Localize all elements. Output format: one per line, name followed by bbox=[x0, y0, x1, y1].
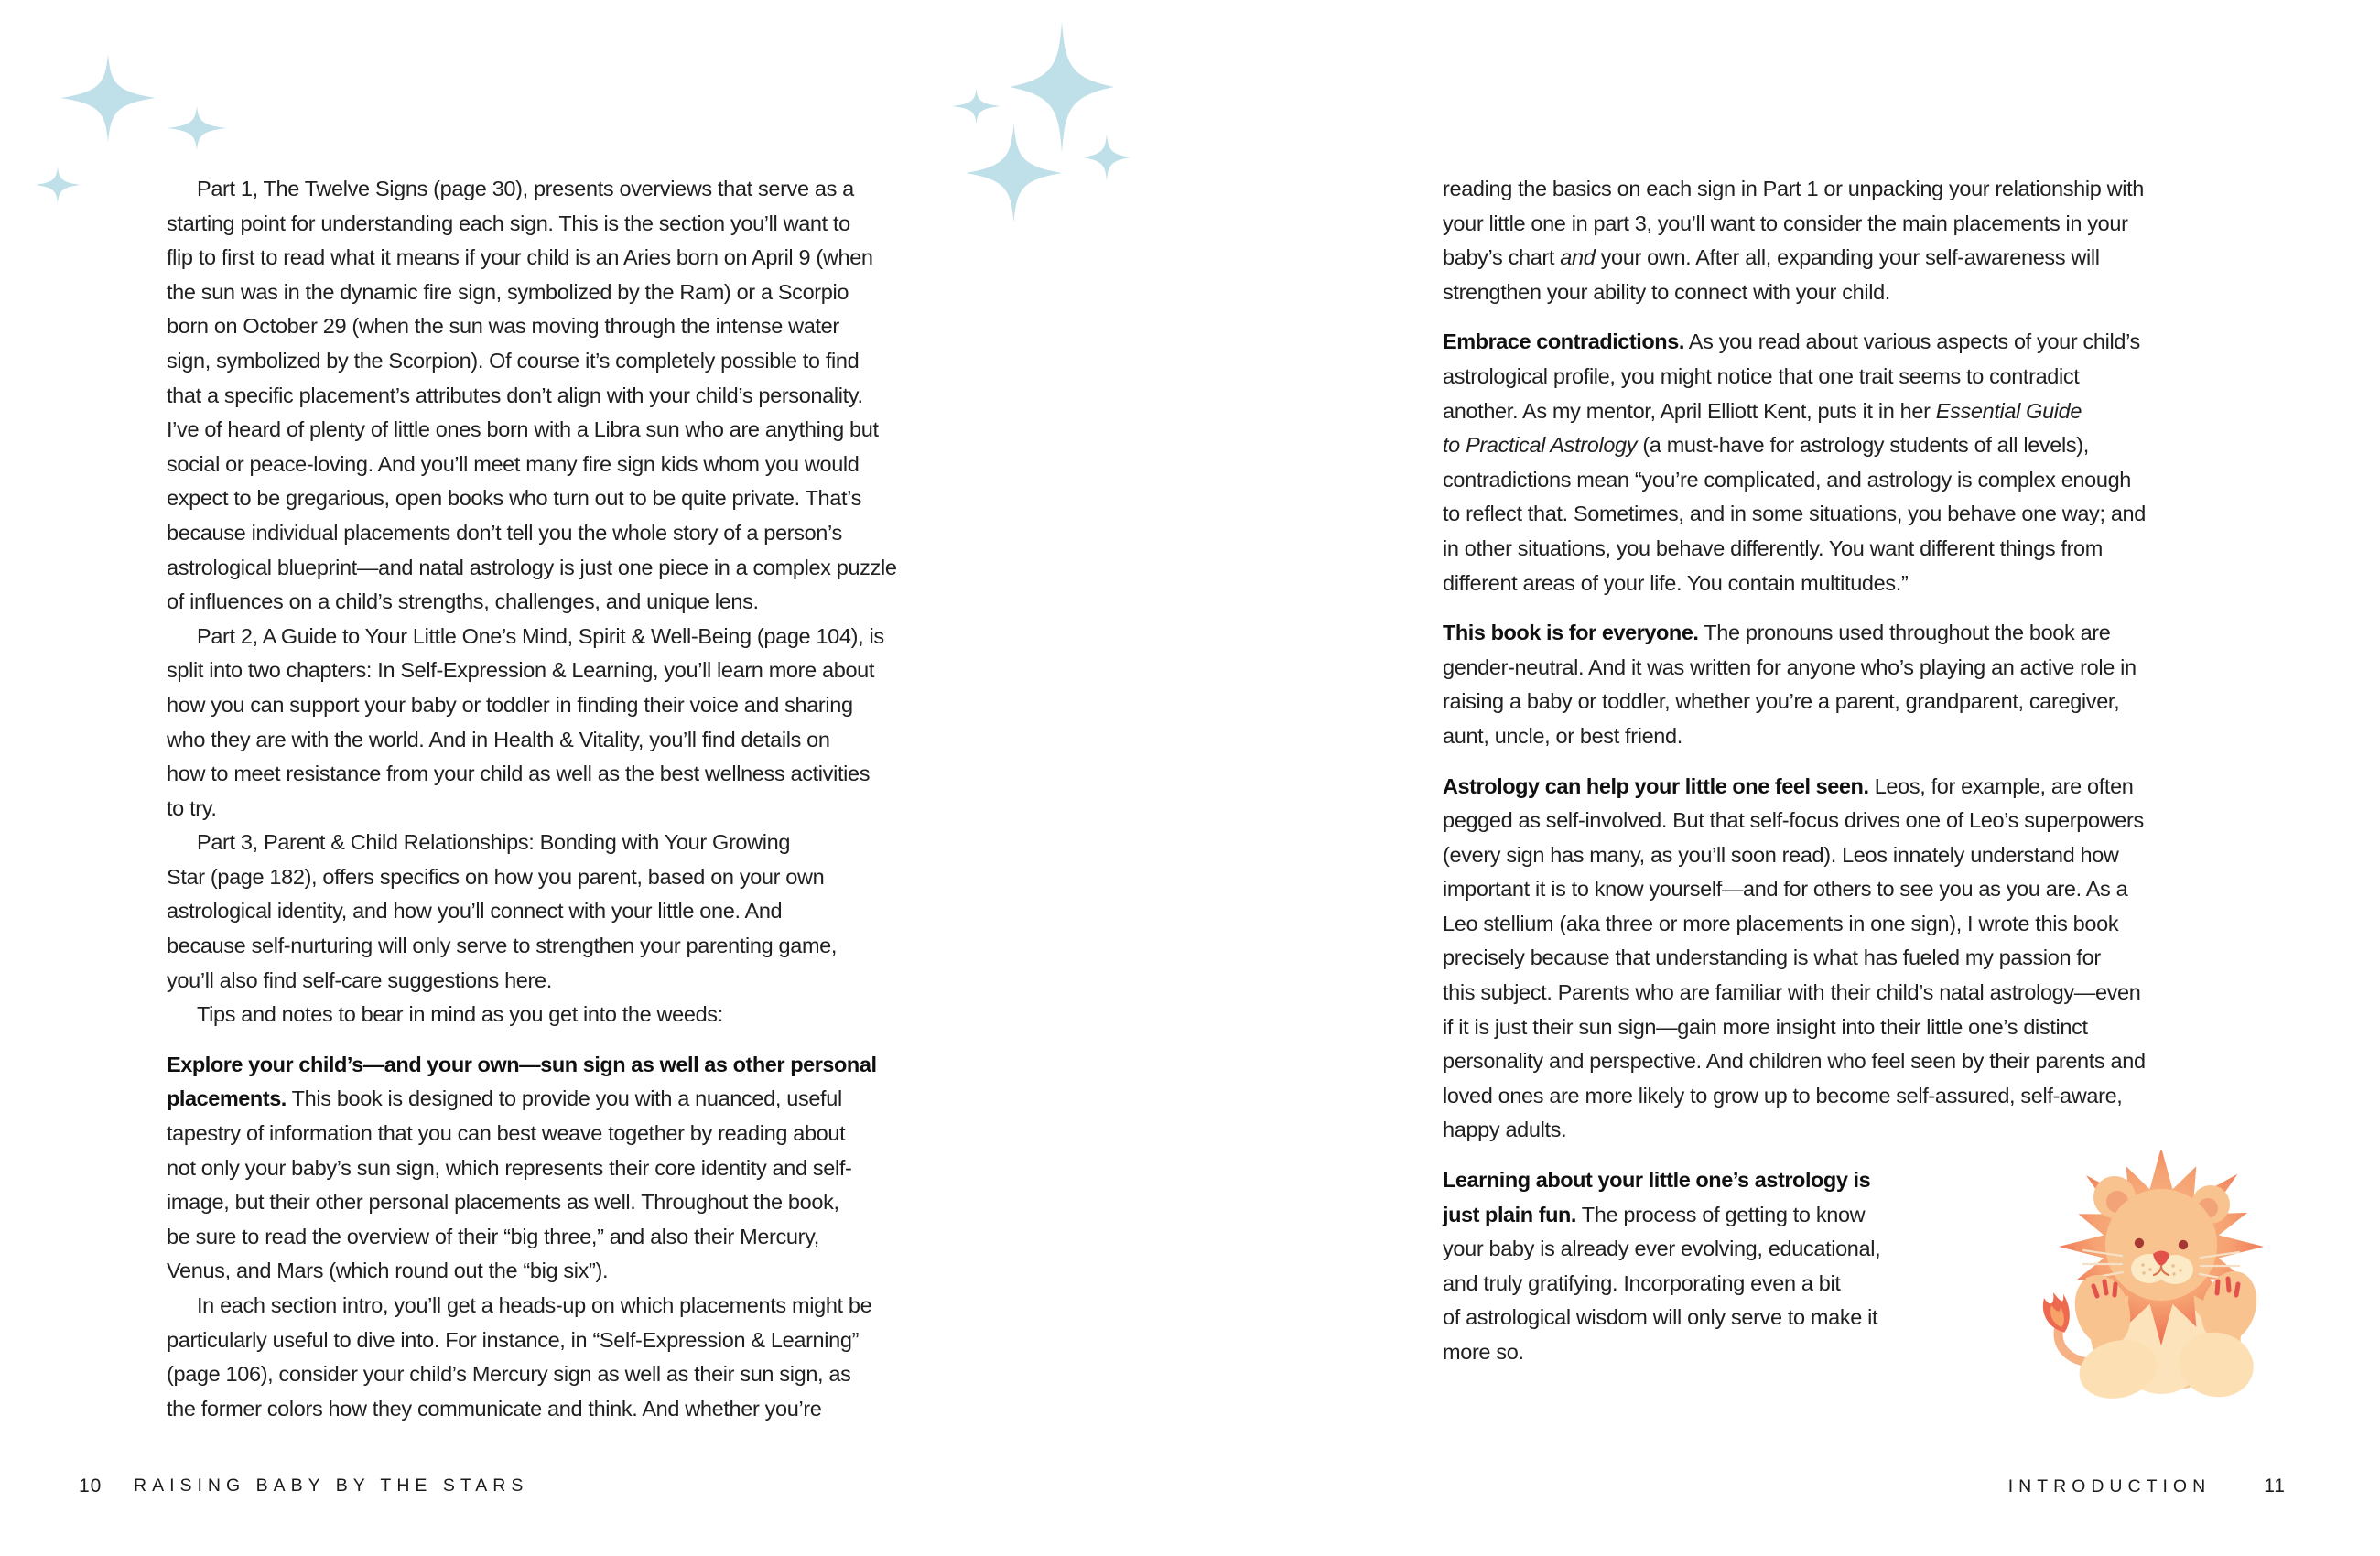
paragraph bbox=[167, 172, 972, 620]
text-line: the sun was in the dynamic fire sign, symbolized by the Ram) or a Scorpio bbox=[167, 279, 849, 304]
text-line: happy adults. bbox=[1443, 1118, 1567, 1142]
text-line: contradictions mean “you’re complicated, and astrology is complex enough bbox=[1443, 467, 2132, 492]
text-line: in other situations, you behave differently. You want different things from bbox=[1443, 535, 2104, 560]
text-line: astrological identity, and how you’ll connect with your little one. And bbox=[167, 899, 783, 924]
paragraph bbox=[167, 998, 972, 1032]
text-line: another. As my mentor, April Elliott Kent, puts it in her Essential Guide bbox=[1443, 398, 2082, 423]
text-line: tapestry of information that you can best weave together by reading about bbox=[167, 1121, 846, 1146]
text-line: how you can support your baby or toddler in finding their voice and sharing bbox=[167, 692, 853, 717]
text-line: particularly useful to dive into. For instance, in “Self-Expression & Learning” bbox=[167, 1327, 860, 1352]
paragraph bbox=[1443, 770, 2248, 1149]
text-line: This book is for everyone. The pronouns used throughout the book are bbox=[1443, 621, 2111, 645]
text-line: aunt, uncle, or best friend. bbox=[1443, 723, 1682, 748]
text-line: to reflect that. Sometimes, and in some situations, you behave one way; and bbox=[1443, 502, 2146, 526]
text-line: split into two chapters: In Self-Expression & Learning, you’ll learn more about bbox=[167, 658, 875, 683]
text-line: of astrological wisdom will only serve to make it bbox=[1443, 1305, 1878, 1330]
text-line: personality and perspective. And children who feel seen by their parents and bbox=[1443, 1049, 2146, 1074]
text-line: and truly gratifying. Incorporating even a bit bbox=[1443, 1270, 1841, 1295]
text-line: be sure to read the overview of their “big three,” and also their Mercury, bbox=[167, 1224, 819, 1248]
paragraph bbox=[1443, 172, 2248, 309]
text-line: of influences on a child’s strengths, challenges, and unique lens. bbox=[167, 589, 759, 614]
text-line: precisely because that understanding is what has fueled my passion for bbox=[1443, 945, 2101, 970]
text-line: reading the basics on each sign in Part 1 or unpacking your relationship with bbox=[1443, 177, 2144, 200]
sparkle-star-icon bbox=[60, 54, 156, 142]
page-left-text bbox=[167, 172, 972, 1426]
text-line: to Practical Astrology (a must-have for astrology students of all levels), bbox=[1443, 433, 2089, 458]
text-line: Astrology can help your little one feel seen. Leos, for example, are often bbox=[1443, 773, 2134, 798]
text-line: placements. This book is designed to provide you with a nuanced, useful bbox=[167, 1086, 842, 1111]
sparkle-star-icon bbox=[35, 167, 81, 203]
paragraph bbox=[1443, 325, 2248, 600]
text-line: Part 2, A Guide to Your Little One’s Mind, Spirit & Well-Being (page 104), is bbox=[197, 623, 884, 648]
text-line: because individual placements don’t tell you the whole story of a person’s bbox=[167, 520, 842, 545]
text-line: astrological blueprint—and natal astrology is just one piece in a complex puzzle bbox=[167, 555, 897, 579]
chapter-running-head: INTRODUCTION bbox=[2007, 1476, 2212, 1497]
left-page-number: 10 bbox=[79, 1475, 103, 1497]
sparkle-star-icon bbox=[966, 124, 1062, 222]
text-line: this subject. Parents who are familiar with their child’s natal astrology—even bbox=[1443, 980, 2141, 1005]
paragraph bbox=[1443, 616, 2248, 753]
text-line: just plain fun. The process of getting to know bbox=[1443, 1202, 1866, 1226]
text-line: I’ve of heard of plenty of little ones born with a Libra sun who are anything but bbox=[167, 417, 879, 442]
text-line: because self-nurturing will only serve to strengthen your parenting game, bbox=[167, 934, 838, 958]
lion-icon bbox=[2030, 1150, 2282, 1399]
text-line: Explore your child’s—and your own—sun sign as well as other personal bbox=[167, 1052, 877, 1076]
text-line: baby’s chart and your own. After all, expanding your self-awareness will bbox=[1443, 245, 2100, 270]
text-line: (every sign has many, as you’ll soon read). Leos innately understand how bbox=[1443, 842, 2119, 867]
text-line: to try. bbox=[167, 795, 217, 820]
sparkle-star-icon bbox=[168, 106, 226, 150]
text-line: Venus, and Mars (which round out the “big six”). bbox=[167, 1259, 609, 1283]
paragraph bbox=[167, 1289, 972, 1426]
text-line: social or peace-loving. And you’ll meet many fire sign kids whom you would bbox=[167, 451, 860, 476]
text-line: loved ones are more likely to grow up to become self-assured, self-aware, bbox=[1443, 1083, 2123, 1108]
sparkle-star-icon bbox=[952, 89, 1001, 124]
paragraph bbox=[167, 826, 972, 998]
text-line: Embrace contradictions. As you read about various aspects of your child’s bbox=[1443, 330, 2140, 354]
text-line: Tips and notes to bear in mind as you get into the weeds: bbox=[197, 1002, 723, 1027]
text-line: born on October 29 (when the sun was moving through the intense water bbox=[167, 314, 839, 339]
right-page-number: 11 bbox=[2264, 1475, 2286, 1497]
sparkle-star-icon bbox=[1083, 134, 1130, 181]
text-line: gender-neutral. And it was written for anyone who’s playing an active role in bbox=[1443, 654, 2137, 679]
text-line: important it is to know yourself—and for others to see you as you are. As a bbox=[1443, 877, 2128, 902]
text-line: Part 3, Parent & Child Relationships: Bonding with Your Growing bbox=[197, 830, 791, 855]
text-line: Learning about your little one’s astrology is bbox=[1443, 1168, 1871, 1193]
text-line: image, but their other personal placements as well. Throughout the book, bbox=[167, 1190, 839, 1215]
text-line: if it is just their sun sign—gain more insight into their little one’s distinct bbox=[1443, 1014, 2088, 1039]
text-line: In each section intro, you’ll get a heads-up on which placements might be bbox=[197, 1293, 872, 1317]
text-line: astrological profile, you might notice that one trait seems to contradict bbox=[1443, 363, 2080, 388]
text-line: (page 106), consider your child’s Mercury sign as well as their sun sign, as bbox=[167, 1362, 851, 1387]
text-line: more so. bbox=[1443, 1340, 1524, 1364]
text-line: strengthen your ability to connect with your child. bbox=[1443, 279, 1890, 304]
text-line: Part 1, The Twelve Signs (page 30), presents overviews that serve as a bbox=[197, 177, 854, 200]
text-line: Leo stellium (aka three or more placements in one sign), I wrote this book bbox=[1443, 911, 2119, 935]
running-title: RAISING BABY BY THE STARS bbox=[134, 1475, 529, 1496]
text-line: the former colors how they communicate and think. And whether you’re bbox=[167, 1396, 822, 1421]
lion-illustration bbox=[2030, 1150, 2282, 1399]
text-line: not only your baby’s sun sign, which represents their core identity and self- bbox=[167, 1155, 852, 1180]
text-line: your baby is already ever evolving, educational, bbox=[1443, 1237, 1881, 1261]
paragraph bbox=[167, 620, 972, 827]
text-line: Star (page 182), offers specifics on how you parent, based on your own bbox=[167, 864, 825, 889]
text-line: raising a baby or toddler, whether you’re a parent, grandparent, caregiver, bbox=[1443, 689, 2120, 714]
paragraph bbox=[1443, 1163, 2047, 1370]
text-line: how to meet resistance from your child as well as the best wellness activities bbox=[167, 762, 871, 786]
text-line: expect to be gregarious, open books who turn out to be quite private. That’s bbox=[167, 486, 861, 511]
text-line: starting point for understanding each sign. This is the section you’ll want to bbox=[167, 211, 850, 235]
text-line: that a specific placement’s attributes don’t align with your child’s personality. bbox=[167, 383, 863, 407]
text-line: different areas of your life. You contain multitudes.” bbox=[1443, 570, 1909, 595]
text-line: sign, symbolized by the Scorpion). Of course it’s completely possible to find bbox=[167, 348, 860, 373]
text-line: your little one in part 3, you’ll want to consider the main placements in your bbox=[1443, 211, 2128, 235]
text-line: who they are with the world. And in Health & Vitality, you’ll find details on bbox=[167, 727, 830, 751]
text-line: flip to first to read what it means if your child is an Aries born on April 9 (when bbox=[167, 245, 873, 270]
text-line: pegged as self-involved. But that self-focus drives one of Leo’s superpowers bbox=[1443, 808, 2144, 833]
paragraph bbox=[167, 1048, 972, 1289]
text-line: you’ll also find self-care suggestions here. bbox=[167, 967, 552, 992]
